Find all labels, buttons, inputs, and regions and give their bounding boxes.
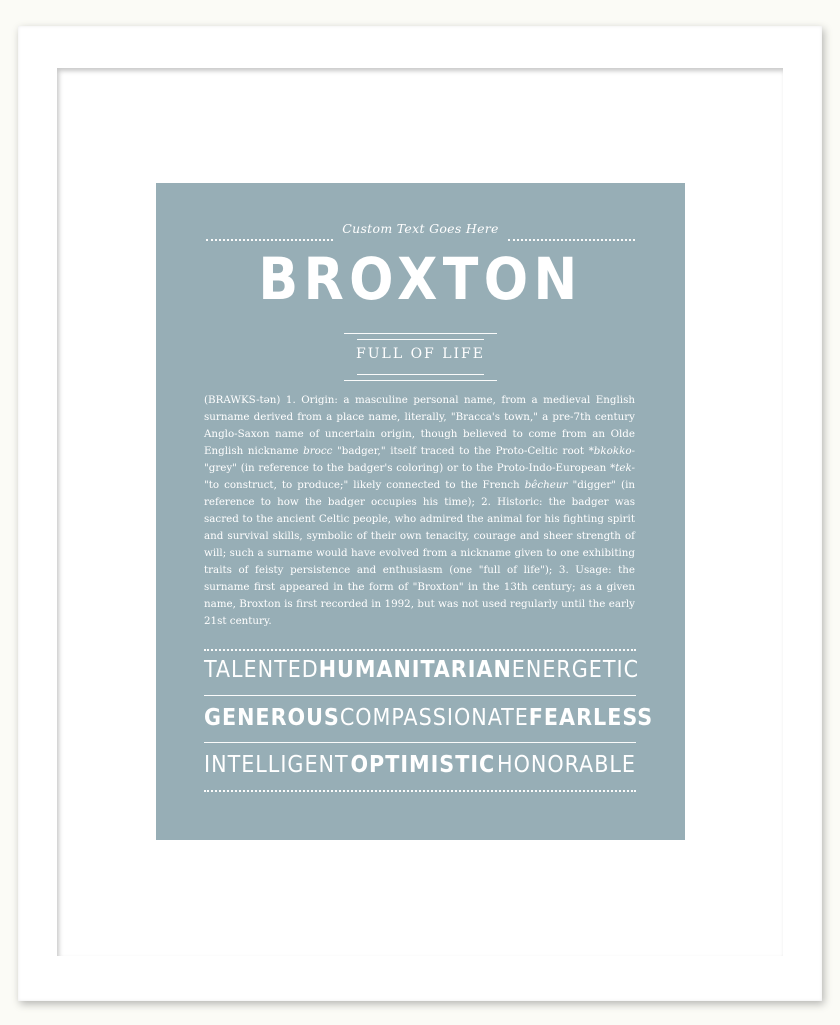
- trait-word: GENEROUS: [204, 705, 340, 731]
- traits-row-1: [204, 657, 640, 683]
- trait-word: TALENTED: [204, 657, 319, 683]
- definition-text: "digger" (in reference to how the badger occupies his time); 2. Historic: the badger was sacred to the ancient Celtic people, who admired the animal for his fighting spirit and survival skills, symbolic of their own tenacity, courage and sheer strength of will; such a surname would have evolved from a nickname given to one exhibiting traits of feisty persistence and enthusiasm (one "full of life"); 3. Usage: the surname first appeared in the form of "Broxton" in the 13th century; as a given name, Broxton is first recorded in 1992, but was not used regularly until the early 21st century.: [204, 479, 635, 627]
- definition-term: *bkokko-: [588, 445, 635, 457]
- trait-word: FEARLESS: [528, 705, 654, 731]
- definition-text: (BRAWKS-tən) 1. Origin: a masculine personal name, from a medieval English surname derived from a place name, literally, "Bracca's town," a pre-7th century Anglo-Saxon name of uncertain origin, though believed to come from an Olde English nickname: [204, 394, 635, 457]
- custom-text: Custom Text Goes Here: [342, 221, 499, 236]
- dotted-divider-traits-bottom: [204, 790, 636, 792]
- definition-term: bêcheur: [524, 479, 568, 491]
- trait-word: HUMANITARIAN: [318, 657, 512, 683]
- rule-above-meaning-inner: [357, 339, 484, 340]
- rule-below-meaning-inner: [357, 374, 484, 375]
- traits-row-3: [204, 752, 636, 778]
- name-meaning: FULL OF LIFE: [356, 346, 485, 362]
- dotted-divider-left: [206, 239, 333, 241]
- dotted-divider-right: [508, 239, 635, 241]
- definition-text: "to construct, to produce;" likely connected to the French: [204, 479, 525, 491]
- traits-rule-2: [204, 742, 636, 743]
- definition-text: "grey" (in reference to the badger's coloring) or to the Proto-Indo-European: [204, 462, 611, 474]
- trait-word: ENERGETIC: [511, 657, 640, 683]
- dotted-divider-traits-top: [204, 649, 636, 651]
- rule-above-meaning: [344, 333, 497, 334]
- trait-word: HONORABLE: [497, 752, 636, 778]
- name-title: BROXTON: [258, 245, 583, 313]
- definition-term: brocc: [303, 445, 333, 457]
- trait-word: COMPASSIONATE: [339, 705, 529, 731]
- trait-word: INTELLIGENT: [204, 752, 349, 778]
- rule-below-meaning: [344, 380, 497, 381]
- traits-row-2: [204, 705, 654, 731]
- name-print-panel: [156, 183, 685, 840]
- name-definition: [204, 392, 635, 630]
- trait-word: OPTIMISTIC: [350, 752, 496, 778]
- traits-rule-1: [204, 695, 636, 696]
- definition-text: "badger," itself traced to the Proto-Celtic root: [332, 445, 589, 457]
- definition-term: *tek-: [610, 462, 635, 474]
